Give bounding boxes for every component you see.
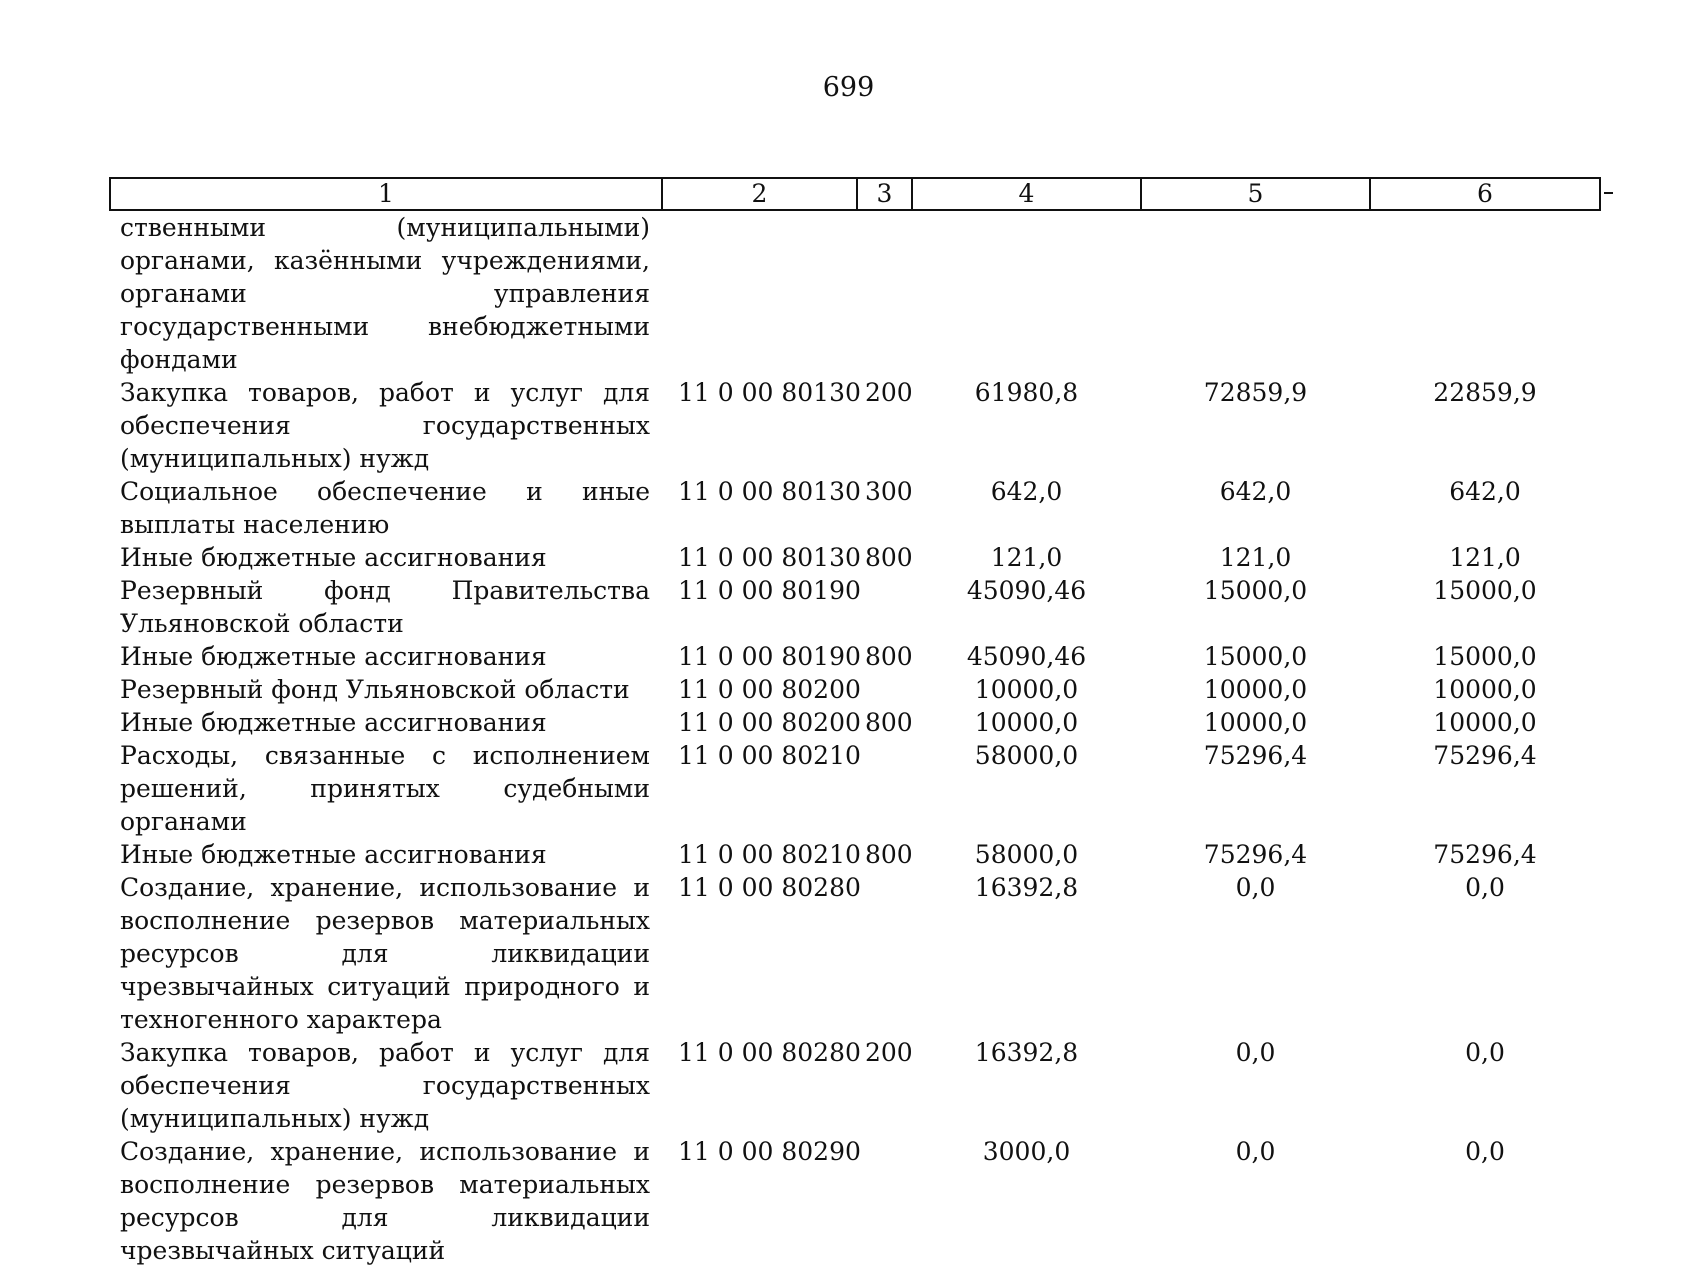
row-code: 11 0 00 80210: [678, 741, 861, 770]
row-value-4: [912, 210, 1141, 376]
row-value-5: 642,0: [1219, 477, 1292, 506]
row-value-4: 16392,8: [974, 873, 1079, 902]
row-code: 11 0 00 80130: [678, 378, 861, 407]
row-value-5: 72859,9: [1203, 378, 1308, 407]
page-number: 699: [822, 72, 875, 103]
row-kind: 800: [865, 543, 913, 572]
row-kind: [857, 871, 912, 1036]
row-value-5: 10000,0: [1203, 675, 1308, 704]
row-value-5: 121,0: [1219, 543, 1292, 572]
row-name: ственными (муниципальными) органами, казёнными учреждениями, органами управления государственными внебюджетными фондами: [120, 213, 650, 374]
table-body: [110, 210, 1600, 1267]
row-code: 11 0 00 80210: [678, 840, 861, 869]
table-row: [110, 541, 1600, 574]
table-row: [110, 210, 1600, 376]
row-value-4: 121,0: [990, 543, 1063, 572]
row-code: 11 0 00 80130: [678, 477, 861, 506]
budget-table: [109, 177, 1601, 1267]
header-col-1: 1: [110, 178, 662, 210]
row-name: Социальное обеспечение и иные выплаты населению: [120, 477, 650, 539]
row-value-4: 642,0: [990, 477, 1063, 506]
row-value-6: [1370, 210, 1600, 376]
row-kind: 200: [865, 378, 913, 407]
row-value-5: 15000,0: [1203, 642, 1308, 671]
row-value-6: 15000,0: [1433, 576, 1537, 605]
header-col-6: 6: [1370, 178, 1600, 210]
row-value-6: 75296,4: [1433, 840, 1537, 869]
table-row: [110, 706, 1600, 739]
table-row: [110, 871, 1600, 1036]
row-name: Иные бюджетные ассигнования: [120, 708, 547, 737]
table-row: [110, 838, 1600, 871]
table-row: [110, 640, 1600, 673]
row-value-6: 0,0: [1465, 1137, 1505, 1166]
row-value-4: 10000,0: [974, 708, 1079, 737]
row-value-6: 642,0: [1449, 477, 1521, 506]
header-col-5: 5: [1141, 178, 1370, 210]
row-value-5: 75296,4: [1203, 840, 1308, 869]
row-value-4: 3000,0: [982, 1137, 1071, 1166]
table-header: [110, 178, 1600, 210]
row-value-4: 16392,8: [974, 1038, 1079, 1067]
row-value-5: 75296,4: [1203, 741, 1308, 770]
row-name: Закупка товаров, работ и услуг для обеспечения государственных (муниципальных) нужд: [120, 1038, 650, 1133]
row-name: Иные бюджетные ассигнования: [120, 642, 547, 671]
row-name: Иные бюджетные ассигнования: [120, 840, 547, 869]
table-row: [110, 1036, 1600, 1135]
row-kind: [857, 1135, 912, 1267]
row-value-6: 121,0: [1449, 543, 1521, 572]
row-value-6: 15000,0: [1433, 642, 1537, 671]
row-name: Резервный фонд Правительства Ульяновской области: [120, 576, 650, 638]
row-value-5: 10000,0: [1203, 708, 1308, 737]
budget-table-container: [109, 177, 1599, 1267]
row-value-5: 0,0: [1235, 1137, 1276, 1166]
row-value-6: 75296,4: [1433, 741, 1537, 770]
row-name: Иные бюджетные ассигнования: [120, 543, 547, 572]
row-name: Закупка товаров, работ и услуг для обеспечения государственных (муниципальных) нужд: [120, 378, 650, 473]
table-row: [110, 1135, 1600, 1267]
row-value-4: 61980,8: [974, 378, 1079, 407]
row-value-4: 10000,0: [974, 675, 1079, 704]
row-code: 11 0 00 80280: [678, 1038, 861, 1067]
row-value-6: 0,0: [1465, 873, 1505, 902]
row-kind: [857, 739, 912, 838]
row-value-5: 0,0: [1235, 1038, 1276, 1067]
row-kind: 200: [865, 1038, 913, 1067]
row-code: [662, 210, 857, 376]
table-row: [110, 673, 1600, 706]
row-code: 11 0 00 80130: [678, 543, 861, 572]
row-value-5: 15000,0: [1203, 576, 1308, 605]
row-code: 11 0 00 80190: [678, 642, 861, 671]
header-col-4: 4: [912, 178, 1141, 210]
row-kind: 300: [865, 477, 913, 506]
row-code: 11 0 00 80200: [678, 675, 861, 704]
row-kind: [857, 210, 912, 376]
row-code: 11 0 00 80200: [678, 708, 861, 737]
row-value-4: 45090,46: [966, 642, 1087, 671]
row-value-4: 58000,0: [974, 741, 1079, 770]
row-value-6: 0,0: [1465, 1038, 1505, 1067]
row-value-5: [1141, 210, 1370, 376]
row-kind: 800: [865, 708, 913, 737]
row-name: Создание, хранение, использование и восполнение резервов материальных ресурсов для ликвидации чрезвычайных ситуаций природного и техногенного характера: [120, 873, 650, 1034]
header-col-2: 2: [662, 178, 857, 210]
row-value-5: 0,0: [1235, 873, 1276, 902]
table-row: [110, 574, 1600, 640]
row-kind: [857, 574, 912, 640]
header-col-3: 3: [857, 178, 912, 210]
row-code: 11 0 00 80190: [678, 576, 861, 605]
row-name: Резервный фонд Ульяновской области: [120, 675, 630, 704]
row-kind: 800: [865, 840, 913, 869]
row-name: Создание, хранение, использование и восполнение резервов материальных ресурсов для ликвидации чрезвычайных ситуаций: [120, 1137, 650, 1265]
row-kind: [857, 673, 912, 706]
row-code: 11 0 00 80280: [678, 873, 861, 902]
row-value-6: 10000,0: [1433, 708, 1537, 737]
row-value-4: 58000,0: [974, 840, 1079, 869]
table-row: [110, 376, 1600, 475]
row-value-6: 10000,0: [1433, 675, 1537, 704]
header-row: [110, 178, 1600, 210]
row-code: 11 0 00 80290: [678, 1137, 861, 1166]
row-value-6: 22859,9: [1433, 378, 1537, 407]
row-kind: 800: [865, 642, 913, 671]
table-row: [110, 739, 1600, 838]
row-name: Расходы, связанные с исполнением решений, принятых судебными органами: [120, 741, 650, 836]
margin-dash-mark: [1604, 192, 1613, 194]
row-value-4: 45090,46: [966, 576, 1087, 605]
table-row: [110, 475, 1600, 541]
